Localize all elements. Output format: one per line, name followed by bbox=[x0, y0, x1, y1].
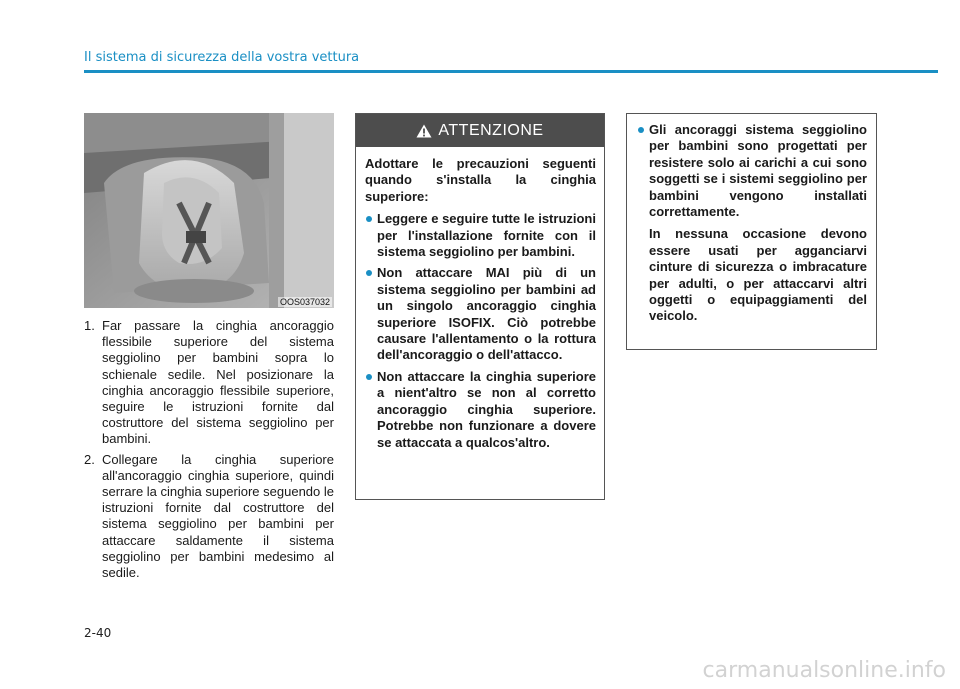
warning-box bbox=[355, 113, 605, 500]
image-code: OOS037032 bbox=[279, 297, 330, 307]
section-title: Il sistema di sicurezza della vostra vettura bbox=[84, 50, 360, 65]
warning-body bbox=[356, 147, 604, 451]
step-item bbox=[84, 452, 334, 582]
warning-title: ATTENZIONE bbox=[438, 121, 544, 139]
warning-bullets bbox=[365, 211, 596, 451]
step-number: 2. bbox=[84, 451, 95, 467]
page-number: 2-40 bbox=[84, 626, 112, 640]
warning-header bbox=[356, 114, 604, 147]
step-number: 1. bbox=[84, 318, 95, 333]
watermark: carmanualsonline.info bbox=[702, 658, 946, 683]
warning-bullet: Non attaccare MAI più di un sistema seggiolino per bambini ad un singolo ancoraggio cinghia superiore ISOFIX. Ciò potrebbe causare l'allentamento o la rottura dell'ancoraggio o dell'attacco. bbox=[365, 265, 596, 363]
warning-bullet: Non attaccare la cinghia superiore a nient'altro se non al corretto ancoraggio cinghia superiore. Potrebbe non funzionare a dovere se attaccata a qualcos'altro. bbox=[365, 369, 596, 451]
installation-steps bbox=[84, 318, 334, 585]
header-rule bbox=[84, 70, 938, 73]
step-item bbox=[84, 318, 334, 448]
child-seat-illustration bbox=[84, 113, 334, 308]
anchor-note-continuation: In nessuna occasione devono essere usati per agganciarvi cinture di sicurezza o imbracature per adulti, o per attaccarvi altri oggetti o equipaggiamenti del veicolo. bbox=[649, 226, 867, 324]
step-text: Collegare la cinghia superiore all'ancoraggio cinghia superiore, quindi serrare la cinghia superiore seguendo le istruzioni fornite dal costruttore del sistema seggiolino per bambini per attaccare saldamente il sistema seggiolino per bambini medesimo al sedile. bbox=[102, 451, 334, 581]
anchor-note-box bbox=[626, 113, 877, 350]
warning-triangle-icon bbox=[416, 124, 432, 138]
child-seat-photo bbox=[84, 113, 334, 308]
warning-intro: Adottare le precauzioni seguenti quando s'installa la cinghia superiore: bbox=[365, 156, 596, 204]
anchor-note-bullets bbox=[637, 122, 867, 220]
warning-bullet: Leggere e seguire tutte le istruzioni per l'installazione fornite con il sistema seggiolino per bambini. bbox=[365, 211, 596, 260]
step-text: Far passare la cinghia ancoraggio flessibile superiore del sistema seggiolino per bambini sopra lo schienale sedile. Nel posizionare la cinghia ancoraggio flessibile superiore, seguire le istruzioni fornite dal costruttore del sistema seggiolino per bambini. bbox=[102, 318, 334, 447]
anchor-note-bullet: Gli ancoraggi sistema seggiolino per bambini sono progettati per resistere solo ai carichi a cui sono soggetti se i sistemi seggiolino per bambini vengono installati correttamente. bbox=[637, 122, 867, 220]
